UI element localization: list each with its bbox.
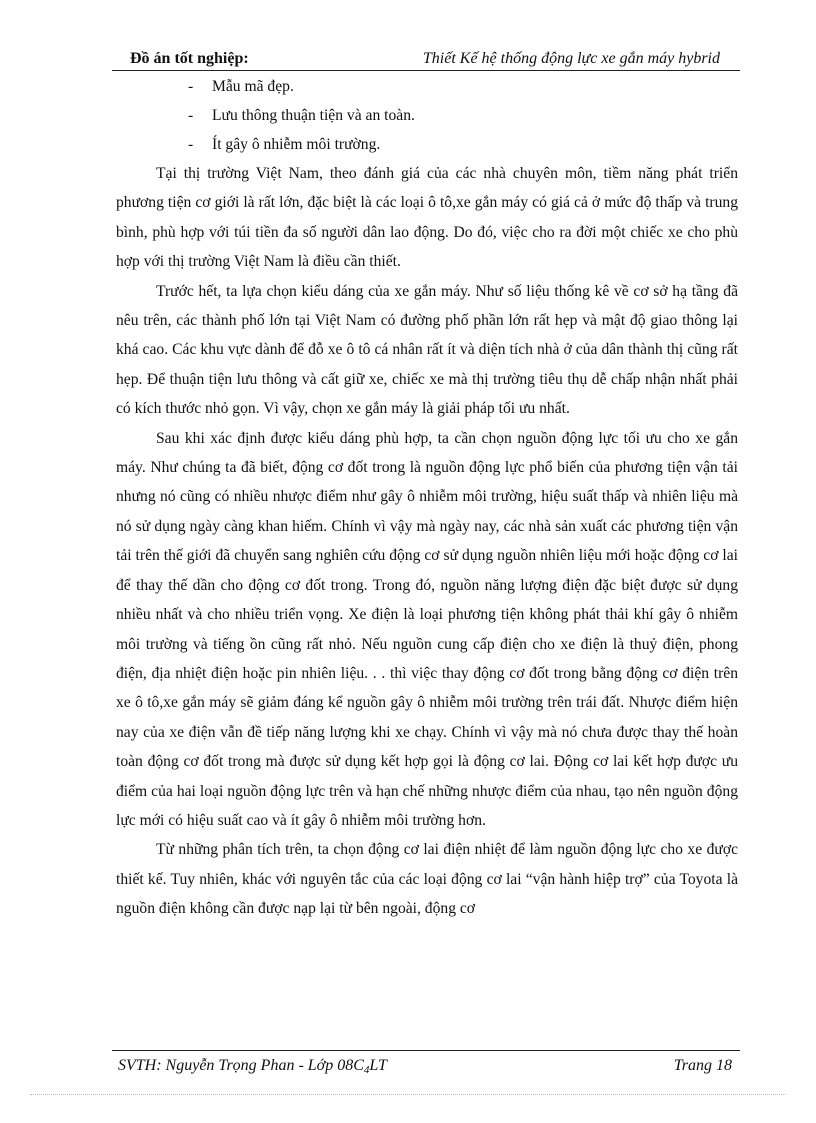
footer-author-suffix: LT xyxy=(369,1057,387,1074)
footer-author xyxy=(118,1057,387,1076)
page-footer xyxy=(112,1050,740,1077)
bullet-text: Mẫu mã đẹp. xyxy=(212,78,294,95)
bullet-text: Lưu thông thuận tiện và an toàn. xyxy=(212,107,415,124)
paragraph: Từ những phân tích trên, ta chọn động cơ lai điện nhiệt để làm nguồn động lực cho xe được thiết kế. Tuy nhiên, khác với nguyên tắc của các loại động cơ lai “vận hành hiệp trợ” của Toyota là nguồn điện không cần được nạp lại từ bên ngoài, động cơ xyxy=(116,841,738,918)
bullet-dash: - xyxy=(188,136,194,153)
header-title: Đồ án tốt nghiệp: xyxy=(130,50,249,67)
bullet-text: Ít gây ô nhiễm môi trường. xyxy=(212,136,381,153)
bullet-list xyxy=(116,72,738,159)
page-header xyxy=(112,44,740,71)
page-number: Trang 18 xyxy=(673,1057,732,1074)
list-item xyxy=(116,130,738,159)
header-subtitle: Thiết Kế hệ thống động lực xe gắn máy hybrid xyxy=(422,50,720,67)
bullet-dash: - xyxy=(188,107,194,124)
page-body xyxy=(116,72,738,924)
list-item xyxy=(116,101,738,130)
list-item xyxy=(116,72,738,101)
paragraph: Tại thị trường Việt Nam, theo đánh giá của các nhà chuyên môn, tiềm năng phát triển phương tiện cơ giới là rất lớn, đặc biệt là các loại ô tô,xe gắn máy có giá cả ở mức độ thấp và trung bình, phù hợp với túi tiền đa số người dân lao động. Do đó, việc cho ra đời một chiếc xe cho phù hợp với thị trường Việt Nam là điều cần thiết. xyxy=(116,165,738,271)
page-bottom-divider xyxy=(30,1094,786,1095)
footer-author-sub: 4 xyxy=(363,1064,370,1076)
bullet-dash: - xyxy=(188,78,194,95)
paragraph: Sau khi xác định được kiểu dáng phù hợp, ta cần chọn nguồn động lực tối ưu cho xe gắn máy. Như chúng ta đã biết, động cơ đốt trong là nguồn động lực phổ biến của phương tiện vận tải nhưng nó cũng có nhiều nhược điểm như gây ô nhiễm môi trường, hiệu suất thấp và nhiên liệu mà nó sử dụng ngày càng khan hiếm. Chính vì vậy mà ngày nay, các nhà sản xuất các phương tiện vận tải trên thế giới đã chuyển sang nghiên cứu động cơ sử dụng nguồn nhiên liệu mới hoặc động cơ lai để thay thế dần cho động cơ đốt trong. Trong đó, nguồn năng lượng điện đặc biệt được sử dụng nhiều nhất và cho nhiều triển vọng. Xe điện là loại phương tiện không phát thải khí gây ô nhiễm môi trường và tiếng ồn cũng rất nhỏ. Nếu nguồn cung cấp điện cho xe điện là thuỷ điện, phong điện, địa nhiệt điện hoặc pin nhiên liệu. . . thì việc thay động cơ đốt trong bằng động cơ điện trên xe ô tô,xe gắn máy sẽ giảm đáng kể nguồn gây ô nhiễm môi trường trên trái đất. Nhược điểm hiện nay của xe điện vẫn đề tiếp năng lượng khi xe chạy. Chính vì vậy mà nó chưa được thay thế hoàn toàn động cơ đốt trong mà được sử dụng kết hợp gọi là động cơ lai. Động cơ lai kết hợp được ưu điểm của hai loại nguồn động lực trên và hạn chế những nhược điểm của nhau, tạo nên nguồn động lực mới có hiệu suất cao và ít gây ô nhiễm môi trường hơn. xyxy=(116,429,738,829)
paragraph: Trước hết, ta lựa chọn kiểu dáng của xe gắn máy. Như số liệu thống kê về cơ sở hạ tầng đã nêu trên, các thành phố lớn tại Việt Nam có đường phố phần lớn rất hẹp và mật độ giao thông lại khá cao. Các khu vực dành để đỗ xe ô tô cá nhân rất ít và diện tích nhà ở của dân thành thị cũng rất hẹp. Để thuận tiện lưu thông và cất giữ xe, chiếc xe mà thị trường tiêu thụ dễ chấp nhận nhất phải có kích thước nhỏ gọn. Vì vậy, chọn xe gắn máy là giải pháp tối ưu nhất. xyxy=(116,282,738,418)
footer-author-prefix: SVTH: Nguyễn Trọng Phan - Lớp 08C xyxy=(118,1057,364,1074)
